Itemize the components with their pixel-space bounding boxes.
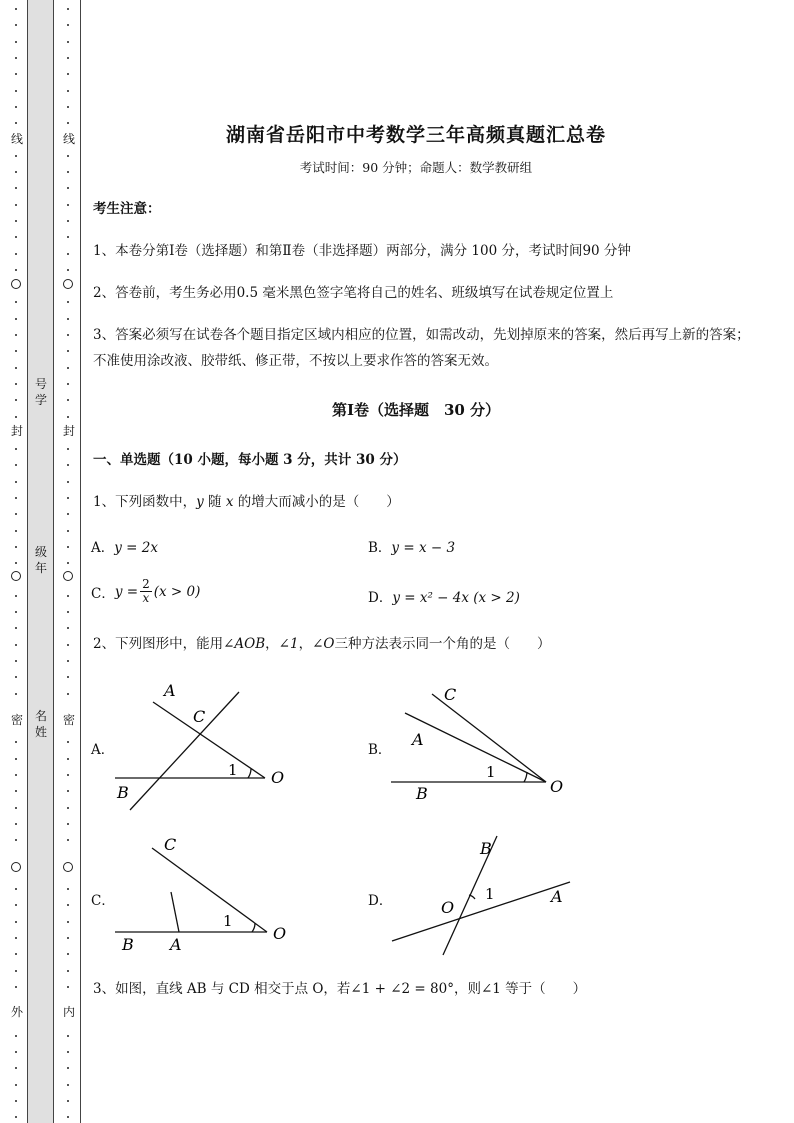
line-bc (130, 692, 239, 810)
seal-circle (11, 571, 21, 581)
class-label: 级年 (34, 545, 47, 575)
student-number-label: 号学 (34, 377, 47, 407)
q1-option-b[interactable] (368, 536, 455, 556)
seal-circle (63, 279, 73, 289)
option-label: C． (91, 585, 115, 602)
seal-dot (67, 595, 69, 597)
seal-dot (67, 8, 69, 10)
q2-option-b-label[interactable]: B． (368, 742, 392, 758)
seal-dot (67, 1100, 69, 1102)
seal-dot (15, 155, 17, 157)
seal-dot (15, 204, 17, 206)
q2-sep: ， (265, 636, 279, 652)
q1-option-a[interactable] (91, 536, 158, 556)
seal-dot (15, 464, 17, 466)
seal-dot (67, 220, 69, 222)
seal-dot (67, 448, 69, 450)
seal-dot (67, 644, 69, 646)
seal-dot (15, 187, 17, 189)
point-label: B (122, 935, 134, 954)
q2-figure-a[interactable] (105, 676, 305, 816)
seal-dot (67, 953, 69, 955)
option-label: D． (368, 590, 393, 606)
seal-dot (67, 986, 69, 988)
question-2-stem (93, 631, 753, 657)
line-oa (392, 882, 570, 941)
seal-dot (15, 90, 17, 92)
seal-dot (15, 383, 17, 385)
seal-dot (15, 269, 17, 271)
seal-dot (67, 334, 69, 336)
angle-label: 1 (223, 912, 233, 930)
point-label: A (551, 887, 563, 906)
seal-dot (67, 57, 69, 59)
seal-dot (15, 73, 17, 75)
point-label: A (164, 681, 176, 700)
seal-dot (15, 741, 17, 743)
seal-dot (67, 383, 69, 385)
exam-title: 湖南省岳阳市中考数学三年高频真题汇总卷 (225, 124, 606, 146)
seal-dot (67, 464, 69, 466)
question-1-stem (93, 489, 753, 515)
seal-dot (15, 758, 17, 760)
seal-dot (15, 904, 17, 906)
seal-dot (15, 1051, 17, 1053)
seal-dot (67, 253, 69, 255)
seal-dot (67, 627, 69, 629)
seal-dot (67, 937, 69, 939)
point-label: C (164, 835, 177, 854)
seal-dot (67, 676, 69, 678)
seal-dot (15, 57, 17, 59)
point-label: O (271, 768, 285, 787)
notice-item-1: 1、本卷分第Ⅰ卷（选择题）和第Ⅱ卷（非选择题）两部分，满分 100 分，考试时间90 分钟 (93, 243, 631, 259)
seal-dot (67, 546, 69, 548)
q2-option-a-label[interactable]: A． (91, 742, 115, 758)
point-label: B (117, 783, 129, 802)
seal-dot (15, 1100, 17, 1102)
q1-option-c[interactable] (91, 578, 200, 605)
seal-dot (67, 904, 69, 906)
seal-dot (15, 970, 17, 972)
seal-dot (67, 1035, 69, 1037)
seal-char-wai: 外 (10, 1005, 23, 1019)
angle-label: 1 (228, 761, 238, 779)
angle-arc (248, 769, 251, 778)
seal-dot (15, 937, 17, 939)
seal-dot (67, 513, 69, 515)
seal-dot (67, 1051, 69, 1053)
exam-subtitle: 考试时间：90 分钟；命题人：数学教研组 (299, 160, 533, 175)
seal-char-mi: 密 (10, 713, 23, 727)
seal-dot (15, 301, 17, 303)
angle-label: 1 (486, 763, 496, 781)
point-label: O (273, 924, 287, 943)
option-expr: y = x² − 4x (x > 2) (392, 590, 520, 606)
seal-dot (67, 807, 69, 809)
q2-figure-b[interactable] (385, 680, 585, 810)
seal-dot (15, 24, 17, 26)
seal-dot (15, 986, 17, 988)
seal-dot (67, 41, 69, 43)
seal-dot (15, 660, 17, 662)
seal-circle (63, 862, 73, 872)
seal-dot (67, 758, 69, 760)
option-expr: y = x − 3 (391, 540, 456, 556)
seal-dot (15, 676, 17, 678)
seal-dot (15, 595, 17, 597)
q2-option-d-label[interactable]: D． (368, 893, 393, 909)
seal-dot (15, 1116, 17, 1118)
q2-option-c-label[interactable]: C． (91, 893, 115, 909)
point-label: O (550, 777, 564, 796)
seal-dot (15, 562, 17, 564)
seal-dot (15, 627, 17, 629)
seal-dot (15, 1084, 17, 1086)
seal-dot (15, 481, 17, 483)
q2-angle-o: ∠O (312, 636, 335, 652)
seal-dot (67, 318, 69, 320)
seal-dot (67, 269, 69, 271)
seal-circle (11, 862, 21, 872)
seal-dot (67, 481, 69, 483)
seal-dot (67, 839, 69, 841)
seal-dot (67, 155, 69, 157)
seal-dot (67, 1084, 69, 1086)
seal-dot (15, 1035, 17, 1037)
seal-dot (67, 1067, 69, 1069)
section-heading: 一、单选题（10 小题，每小题 3 分，共计 30 分） (93, 452, 407, 468)
seal-dot (67, 970, 69, 972)
seal-char-xian: 线 (10, 132, 23, 146)
q2-suffix: 三种方法表示同一个角的是（ ） (334, 636, 551, 652)
seal-dot (15, 448, 17, 450)
seal-dot (15, 318, 17, 320)
seal-dot (67, 350, 69, 352)
option-label: A． (91, 540, 115, 556)
seal-dot (67, 530, 69, 532)
seal-char-feng: 封 (10, 424, 23, 438)
q1-var-y: y (196, 494, 204, 510)
seal-dot (15, 774, 17, 776)
name-label: 名姓 (34, 709, 47, 739)
seal-dot (67, 106, 69, 108)
angle-arc (252, 923, 255, 932)
seal-dot (67, 73, 69, 75)
seal-dot (67, 611, 69, 613)
option-label: B． (368, 540, 392, 556)
seal-circle (11, 279, 21, 289)
seal-char-mi: 密 (62, 713, 75, 727)
q2-figure-c[interactable] (105, 830, 305, 960)
angle-arc (524, 772, 527, 782)
seal-dot (67, 301, 69, 303)
seal-char-nei: 内 (62, 1005, 75, 1019)
q2-angle-aob: ∠AOB (223, 636, 266, 652)
point-label: A (412, 730, 424, 749)
seal-dot (67, 367, 69, 369)
seal-dot (15, 546, 17, 548)
seal-dot (15, 644, 17, 646)
seal-dot (15, 693, 17, 695)
seal-dot (67, 693, 69, 695)
seal-dot (67, 660, 69, 662)
seal-dot (15, 106, 17, 108)
point-label: C (193, 707, 206, 726)
seal-dot (67, 90, 69, 92)
seal-dot (67, 790, 69, 792)
seal-dot (15, 888, 17, 890)
seal-dot (15, 350, 17, 352)
seal-dot (15, 367, 17, 369)
q1-var-x: x (225, 494, 234, 510)
q1-suffix: 的增大而减小的是（ ） (233, 494, 400, 510)
seal-char-feng: 封 (62, 424, 75, 438)
seal-dot (15, 8, 17, 10)
fraction-denominator: x (142, 591, 150, 605)
seal-dot (15, 497, 17, 499)
segment-a (171, 892, 179, 932)
seal-dot (15, 611, 17, 613)
seal-dot (15, 823, 17, 825)
seal-dot (15, 220, 17, 222)
option-expr: y = 2x (114, 540, 158, 556)
seal-dot (67, 823, 69, 825)
seal-dot (15, 807, 17, 809)
seal-dot (15, 513, 17, 515)
ray-oa (405, 713, 546, 782)
seal-dot (67, 187, 69, 189)
point-label: B (416, 784, 428, 803)
option-condition: (x > 0) (153, 583, 201, 600)
seal-dot (67, 741, 69, 743)
seal-dot (67, 24, 69, 26)
seal-dot (15, 41, 17, 43)
q2-sep: ， (298, 636, 313, 652)
part1-heading: 第Ⅰ卷（选择题 30 分） (331, 401, 501, 419)
seal-dot (15, 790, 17, 792)
question-3-stem: 3、如图，直线 AB 与 CD 相交于点 O，若∠1 + ∠2 = 80°，则∠1 等于（ ） (93, 981, 587, 997)
seal-dot (67, 774, 69, 776)
seal-dot (15, 953, 17, 955)
q2-angle-1: ∠1 (278, 636, 299, 652)
seal-char-xian: 线 (62, 132, 75, 146)
q2-prefix: 2、下列图形中，能用 (93, 636, 224, 652)
seal-dot (67, 888, 69, 890)
q2-figure-d[interactable] (385, 830, 585, 960)
fraction-numerator: 2 (142, 577, 150, 591)
seal-dot (15, 334, 17, 336)
q1-option-d[interactable] (368, 586, 520, 606)
seal-dot (15, 530, 17, 532)
seal-circle (63, 571, 73, 581)
notice-item-3: 3、答案必须写在试卷各个题目指定区域内相应的位置，如需改动，先划掉原来的答案，然后再写上新的答案；不准使用涂改液、胶带纸、修正带，不按以上要求作答的答案无效。 (93, 327, 750, 369)
q1-prefix: 1、下列函数中， (93, 494, 197, 510)
seal-dot (67, 204, 69, 206)
seal-dot (15, 921, 17, 923)
point-label: O (441, 898, 455, 917)
q1-mid: 随 (203, 494, 226, 510)
angle-label: 1 (485, 885, 495, 903)
seal-dot (67, 1116, 69, 1118)
seal-dot (15, 236, 17, 238)
option-expr-lhs: y = (114, 583, 139, 600)
point-label: A (170, 935, 182, 954)
seal-dot (67, 921, 69, 923)
fraction (140, 578, 152, 605)
notice-item-2: 2、答卷前，考生务必用0.5 毫米黑色签字笔将自己的姓名、班级填写在试卷规定位置上 (93, 285, 614, 301)
point-label: B (480, 839, 492, 858)
seal-dot (15, 1067, 17, 1069)
notice-heading: 考生注意： (93, 201, 161, 217)
seal-dot (67, 236, 69, 238)
seal-dot (15, 839, 17, 841)
seal-dot (67, 497, 69, 499)
ray-oc (152, 848, 267, 932)
seal-dot (15, 253, 17, 255)
point-label: C (444, 685, 457, 704)
seal-dot (67, 562, 69, 564)
